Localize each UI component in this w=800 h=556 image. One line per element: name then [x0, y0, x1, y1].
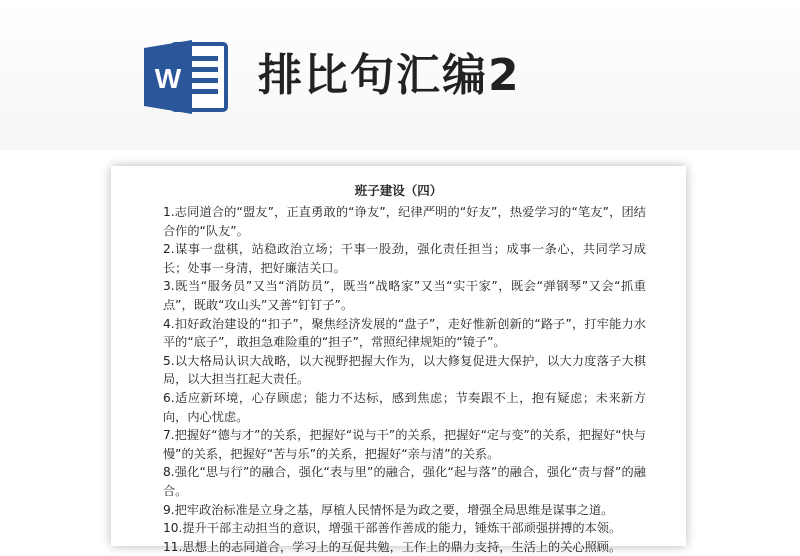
list-item: 8.强化“思与行”的融合，强化“表与里”的融合，强化“起与落”的融合，强化“责与督”的融合。: [163, 465, 646, 498]
header-banner: [0, 0, 800, 150]
list-item: 5.以大格局认识大战略，以大视野把握大作为，以大修复促进大保护，以大力度落子大棋局，以大担当扛起大责任。: [163, 353, 646, 387]
page-title: 排比句汇编2: [258, 50, 521, 101]
list-item: 6.适应新环境，心存顾虑；能力不达标，感到焦虑；节奏跟不上，抱有疑虑；未来新方向，内心忧虑。: [163, 390, 646, 424]
document-body: [111, 203, 686, 556]
list-item: 1.志同道合的“盟友”，正直勇敢的“诤友”，纪律严明的“好友”，热爱学习的“笔友”，团结合作的“队友”。: [163, 205, 646, 238]
list-item: 7.把握好“德与才”的关系，把握好“说与干”的关系，把握好“定与变”的关系，把握好“快与慢”的关系，把握好“苦与乐”的关系，把握好“亲与清”的关系。: [163, 428, 646, 461]
document-heading: 班子建设（四）: [354, 183, 443, 198]
list-item: 2.谋事一盘棋，站稳政治立场；干事一股劲，强化责任担当；成事一条心，共同学习成长；处事一身清，把好廉洁关口。: [163, 242, 646, 275]
word-icon: [142, 38, 230, 116]
list-item: 10.提升干部主动担当的意识，增强干部善作善成的能力，锤炼干部顽强拼搏的本领。: [163, 521, 622, 536]
list-item: 3.既当“服务员”又当“消防员”，既当“战略家”又当“实干家”，既会“弹钢琴”又会“抓重点”，既敢“攻山头”又善“钉钉子”。: [163, 279, 646, 312]
list-item: 11.思想上的志同道合，学习上的互促共勉，工作上的鼎力支持，生活上的关心照顾。: [163, 539, 622, 554]
list-item: 4.扣好政治建设的“扣子”，聚焦经济发展的“盘子”，走好惟新创新的“路子”，打牢能力水平的“底子”，敢担急难险重的“担子”，常照纪律规矩的“镜子”。: [163, 316, 646, 350]
list-item: 9.把牢政治标准是立身之基，厚植人民情怀是为政之要，增强全局思维是谋事之道。: [163, 502, 614, 517]
document-page: [111, 166, 686, 554]
svg-text:W: W: [154, 63, 182, 94]
